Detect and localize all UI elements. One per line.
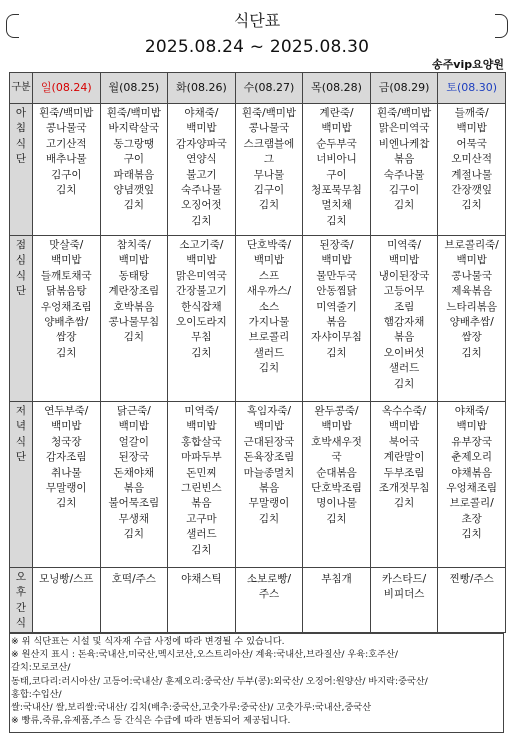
menu-item: 흑임자죽/ bbox=[246, 405, 292, 417]
menu-item: 카스타드/ bbox=[382, 573, 427, 585]
menu-cell bbox=[303, 568, 371, 633]
menu-item: 계란죽/ bbox=[319, 107, 354, 119]
note-line: 홍합:수입산/ bbox=[11, 688, 62, 700]
menu-cell bbox=[303, 402, 371, 568]
menu-cell bbox=[370, 402, 438, 568]
menu-item: 브로콜리죽/ bbox=[444, 239, 499, 251]
menu-item: 동그랑땡 bbox=[113, 137, 155, 150]
menu-item: 옥수수죽/ bbox=[382, 405, 427, 417]
menu-item: 돈육장조림 bbox=[243, 451, 295, 464]
menu-item: 야채죽/ bbox=[184, 107, 219, 119]
menu-item: 무말랭이 bbox=[45, 482, 87, 495]
menu-item: 얼갈이 bbox=[118, 435, 150, 448]
menu-item: 오이도라지 bbox=[176, 316, 227, 329]
meal-row-label bbox=[10, 568, 33, 633]
day-header: 수(08.27) bbox=[235, 73, 303, 104]
menu-cell bbox=[438, 568, 506, 633]
menu-item: 우엉채조림 bbox=[446, 482, 498, 495]
menu-item: 구이 bbox=[123, 153, 144, 166]
menu-item: 쌈장 bbox=[56, 331, 77, 344]
note-line: ※ 빵류,죽류,유제품,주스 등 간식은 수급에 따라 변동되어 제공됩니다. bbox=[11, 715, 291, 727]
menu-item: 김치 bbox=[393, 199, 415, 212]
meal-row-label bbox=[10, 402, 33, 568]
menu-item: 스프 bbox=[258, 269, 280, 282]
corner-label: 구분 bbox=[10, 73, 33, 104]
meal-row-label bbox=[10, 236, 33, 402]
meal-row-label-char: 식 bbox=[15, 269, 27, 282]
menu-cell bbox=[33, 236, 101, 402]
menu-item: 흰죽/백미밥 bbox=[39, 107, 94, 119]
menu-item: 감자조림 bbox=[45, 451, 87, 464]
meal-row bbox=[10, 568, 506, 633]
page-title: 식단표 bbox=[233, 11, 281, 30]
menu-item: 청포묵무침 bbox=[311, 184, 362, 197]
menu-item: 모닝빵/스프 bbox=[39, 573, 94, 585]
menu-item: 백미밥 bbox=[186, 122, 217, 135]
menu-item: 취나물 bbox=[51, 466, 82, 479]
menu-item: 냉이된장국 bbox=[378, 269, 430, 282]
menu-item: 브로콜리/ bbox=[449, 497, 494, 510]
meal-row bbox=[10, 402, 506, 568]
menu-item: 백미밥 bbox=[456, 122, 487, 135]
meal-plan-table bbox=[9, 72, 506, 633]
menu-item: 비피더스 bbox=[383, 588, 425, 601]
menu-cell bbox=[370, 104, 438, 236]
menu-item: 비엔나케찹 bbox=[378, 137, 430, 150]
menu-item: 백미밥 bbox=[51, 254, 82, 267]
menu-item: 볶음 bbox=[393, 153, 415, 166]
menu-item: 배추나물 bbox=[45, 153, 87, 166]
menu-cell bbox=[168, 236, 236, 402]
menu-item: 춘제오리 bbox=[451, 451, 492, 464]
menu-item: 연양식 bbox=[186, 153, 217, 166]
menu-item: 미역죽/ bbox=[184, 405, 219, 417]
menu-item: 자샤이무침 bbox=[311, 331, 362, 344]
menu-item: 볶음 bbox=[393, 331, 415, 344]
menu-item: 콩나물국 bbox=[248, 122, 290, 135]
day-header: 화(08.26) bbox=[168, 73, 236, 104]
menu-cell bbox=[33, 104, 101, 236]
menu-item: 근대된장국 bbox=[243, 435, 295, 448]
menu-item: 너비아니 bbox=[316, 153, 357, 166]
menu-cell bbox=[235, 236, 303, 402]
menu-item: 백미밥 bbox=[118, 420, 150, 433]
meal-row bbox=[10, 236, 506, 402]
menu-item: 단호박조림 bbox=[311, 482, 362, 495]
menu-item: 된장국 bbox=[118, 451, 150, 464]
menu-item: 무생채 bbox=[118, 512, 150, 525]
menu-cell bbox=[235, 568, 303, 633]
menu-item: 간장불고기 bbox=[176, 285, 227, 298]
menu-item: 주스 bbox=[258, 588, 280, 601]
menu-item: 김치 bbox=[393, 377, 415, 390]
menu-item: 동태탕 bbox=[118, 269, 150, 282]
menu-item: 흰죽/백미밥 bbox=[376, 107, 432, 119]
menu-item: 조개젓무침 bbox=[378, 482, 430, 495]
day-header: 토(08.30) bbox=[438, 73, 506, 104]
menu-item: 백미밥 bbox=[456, 254, 487, 267]
meal-row-label-char: 식 bbox=[15, 617, 27, 630]
menu-item: 오미산적 bbox=[451, 153, 492, 166]
menu-cell bbox=[168, 402, 236, 568]
menu-cell bbox=[303, 236, 371, 402]
menu-item: 청국장 bbox=[51, 435, 82, 448]
menu-item: 콩나물무침 bbox=[108, 316, 160, 329]
menu-item: 계절나물 bbox=[451, 168, 492, 181]
meal-row-label-char: 녁 bbox=[15, 420, 27, 433]
menu-item: 불어묵조림 bbox=[108, 497, 160, 510]
menu-item: 김구이 bbox=[253, 184, 285, 197]
menu-item: 부침개 bbox=[321, 573, 352, 585]
menu-item: 김치 bbox=[461, 199, 482, 212]
day-header: 목(08.28) bbox=[303, 73, 371, 104]
menu-item: 야채스틱 bbox=[181, 573, 222, 585]
menu-item: 백미밥 bbox=[51, 420, 82, 433]
menu-item: 가지나물 bbox=[248, 316, 290, 329]
menu-item: 야채죽/ bbox=[454, 405, 489, 417]
menu-item: 김치 bbox=[191, 346, 212, 359]
menu-item: 김구이 bbox=[388, 184, 420, 197]
menu-item: 맑은미역국 bbox=[378, 122, 430, 135]
menu-item: 그린빈스 bbox=[181, 482, 222, 495]
menu-item: 간장깻잎 bbox=[451, 184, 492, 197]
menu-item: 연두부죽/ bbox=[44, 405, 89, 417]
menu-item: 새우까스/ bbox=[246, 285, 292, 298]
menu-item: 김치 bbox=[326, 214, 347, 227]
menu-item: 감자양파국 bbox=[176, 137, 227, 150]
menu-item: 볶음 bbox=[123, 482, 144, 495]
date-range: 2025.08.24 ~ 2025.08.30 bbox=[144, 37, 370, 57]
menu-item: 소보로빵/ bbox=[246, 573, 292, 585]
menu-item: 쌈장 bbox=[461, 331, 482, 344]
menu-item: 무나물 bbox=[253, 168, 285, 181]
menu-item: 닭근죽/ bbox=[116, 405, 151, 417]
menu-item: 김치 bbox=[258, 199, 280, 212]
menu-item: 샐러드 bbox=[186, 528, 217, 541]
note-line: 갈치:모로코산/ bbox=[11, 662, 71, 674]
menu-item: 들깨죽/ bbox=[454, 107, 489, 119]
menu-item: 돈채야채 bbox=[113, 466, 155, 479]
notes-box bbox=[9, 633, 504, 733]
menu-item: 숙주나물 bbox=[383, 168, 425, 181]
menu-item: 고구마 bbox=[186, 512, 217, 525]
menu-item: 양념깻잎 bbox=[113, 184, 155, 197]
menu-item: 제육볶음 bbox=[451, 285, 492, 298]
day-header: 금(08.29) bbox=[370, 73, 438, 104]
menu-item: 백미밥 bbox=[388, 254, 420, 267]
meal-row-label-char: 저 bbox=[15, 405, 27, 417]
menu-item: 국 bbox=[331, 451, 342, 464]
menu-item: 김치 bbox=[56, 184, 77, 197]
menu-cell bbox=[235, 104, 303, 236]
menu-item: 유부장국 bbox=[451, 435, 492, 448]
menu-item: 순두부국 bbox=[316, 137, 357, 150]
menu-item: 김치 bbox=[56, 346, 77, 359]
menu-cell bbox=[100, 236, 168, 402]
menu-item: 김치 bbox=[393, 497, 415, 510]
menu-item: 김치 bbox=[191, 214, 212, 227]
menu-cell bbox=[303, 104, 371, 236]
menu-item: 샐러드 bbox=[253, 346, 285, 359]
menu-item: 무침 bbox=[191, 331, 212, 344]
menu-item: 김치 bbox=[258, 362, 280, 375]
menu-item: 숙주나물 bbox=[181, 184, 222, 197]
menu-item: 김치 bbox=[56, 497, 77, 510]
menu-item: 멸치채 bbox=[321, 199, 352, 212]
menu-cell bbox=[100, 104, 168, 236]
menu-item: 김치 bbox=[191, 543, 212, 556]
menu-item: 볶음 bbox=[326, 316, 347, 329]
menu-item: 백미밥 bbox=[388, 420, 420, 433]
menu-item: 김치 bbox=[123, 331, 144, 344]
menu-item: 단호박죽/ bbox=[246, 239, 292, 251]
meal-row-label-char: 심 bbox=[15, 254, 27, 267]
menu-item: 고등어무 bbox=[383, 285, 425, 298]
menu-item: 안동찜닭 bbox=[316, 285, 357, 298]
menu-item: 계란장조림 bbox=[108, 285, 160, 298]
menu-item: 조림 bbox=[393, 300, 415, 313]
menu-item: 백미밥 bbox=[321, 122, 352, 135]
menu-item: 돈민찌 bbox=[186, 466, 217, 479]
note-line: 쌀:국내산/ 쌀,보리쌀:국내산/ 김치(배추:중국산,고춧가루:중국산)/ 고춧가루:국내산,중국산 bbox=[11, 702, 372, 714]
menu-item: 순대볶음 bbox=[316, 466, 357, 479]
menu-item: 콩나물국 bbox=[45, 122, 87, 135]
menu-item: 호박볶음 bbox=[113, 300, 155, 313]
menu-item: 미역줄기 bbox=[316, 300, 357, 313]
menu-item: 소스 bbox=[258, 300, 280, 313]
menu-item: 마늘종멸치 bbox=[243, 466, 295, 479]
menu-item: 북어국 bbox=[388, 435, 420, 448]
menu-item: 햄감자채 bbox=[383, 316, 425, 329]
menu-item: 무말랭이 bbox=[248, 497, 290, 510]
meal-row bbox=[10, 104, 506, 236]
menu-item: 홍합살국 bbox=[181, 435, 222, 448]
menu-item: 고기산적 bbox=[45, 137, 87, 150]
menu-item: 소고기죽/ bbox=[179, 239, 224, 251]
menu-item: 백미밥 bbox=[253, 254, 285, 267]
menu-item: 두부조림 bbox=[383, 466, 425, 479]
meal-row-label-char: 단 bbox=[15, 285, 27, 298]
menu-item: 백미밥 bbox=[186, 254, 217, 267]
menu-item: 김치 bbox=[326, 346, 347, 359]
menu-item: 백미밥 bbox=[456, 420, 487, 433]
menu-cell bbox=[438, 236, 506, 402]
menu-item: 미역죽/ bbox=[387, 239, 422, 251]
menu-item: 한식잡채 bbox=[181, 300, 222, 313]
menu-item: 흰죽/백미밥 bbox=[106, 107, 161, 119]
meal-row-label-char: 후 bbox=[15, 586, 27, 599]
menu-item: 느타리볶음 bbox=[446, 300, 498, 313]
menu-cell bbox=[33, 568, 101, 633]
meal-row-label-char: 식 bbox=[15, 137, 27, 150]
note-line: ※ 위 식단표는 시설 및 식자재 수급 사정에 따라 변경될 수 있습니다. bbox=[11, 636, 285, 647]
note-line: 동태,코다리:러시아산/ 고등어:국내산/ 훈제오리:중국산/ 두부(콩):외국산/ 오징어:원양산/ 바지락:중국산/ bbox=[11, 675, 428, 687]
meal-row-label-char: 점 bbox=[15, 239, 27, 251]
menu-item: 야채볶음 bbox=[451, 466, 492, 479]
menu-item: 양배추쌈/ bbox=[44, 316, 89, 329]
menu-item: 명이나물 bbox=[316, 497, 357, 510]
menu-item: 김구이 bbox=[51, 168, 82, 181]
menu-item: 오이버섯 bbox=[383, 346, 425, 359]
menu-item: 흰죽/백미밥 bbox=[241, 107, 297, 119]
menu-item: 김치 bbox=[326, 512, 347, 525]
menu-item: 브로콜리 bbox=[248, 331, 290, 344]
meal-row-label-char: 단 bbox=[15, 153, 27, 166]
menu-cell bbox=[438, 402, 506, 568]
menu-item: 닭볶음탕 bbox=[45, 285, 87, 298]
menu-cell bbox=[100, 402, 168, 568]
menu-item: 구이 bbox=[326, 168, 347, 181]
day-header: 월(08.25) bbox=[100, 73, 168, 104]
menu-item: 된장죽/ bbox=[319, 239, 354, 251]
organization-name: 송주vip요양원 bbox=[432, 58, 504, 71]
menu-item: 양배추쌈/ bbox=[449, 316, 494, 329]
menu-item: 호떡/주스 bbox=[111, 573, 156, 585]
meal-row-label-char: 식 bbox=[15, 435, 27, 448]
menu-item: 콩나물국 bbox=[451, 269, 492, 282]
menu-item: 어묵국 bbox=[456, 137, 487, 150]
menu-item: 바지락살국 bbox=[108, 122, 160, 135]
menu-cell bbox=[168, 568, 236, 633]
meal-row-label bbox=[10, 104, 33, 236]
menu-item: 파래볶음 bbox=[113, 168, 155, 181]
meal-row-label-char: 침 bbox=[15, 122, 27, 135]
menu-cell bbox=[235, 402, 303, 568]
menu-item: 백미밥 bbox=[186, 420, 217, 433]
menu-item: 호박새우젓 bbox=[311, 435, 362, 448]
menu-item: 백미밥 bbox=[321, 420, 352, 433]
menu-cell bbox=[438, 104, 506, 236]
menu-item: 그 bbox=[263, 153, 275, 166]
meal-row-label-char: 아 bbox=[15, 107, 27, 119]
menu-cell bbox=[168, 104, 236, 236]
menu-item: 참치죽/ bbox=[116, 239, 151, 251]
menu-item: 김치 bbox=[123, 199, 144, 212]
menu-item: 맑은미역국 bbox=[176, 269, 227, 282]
menu-cell bbox=[370, 568, 438, 633]
meal-row-label-char: 단 bbox=[15, 451, 27, 464]
meal-row-label-char: 오 bbox=[15, 571, 27, 583]
menu-item: 백미밥 bbox=[118, 254, 150, 267]
menu-item: 김치 bbox=[258, 512, 280, 525]
menu-item: 들깨토채국 bbox=[40, 269, 92, 282]
meal-row-label-char: 간 bbox=[15, 601, 27, 614]
day-header: 일(08.24) bbox=[33, 73, 101, 104]
menu-item: 맛살죽/ bbox=[49, 239, 84, 251]
table-header-row bbox=[10, 73, 506, 104]
note-line: ※ 원산지 표시 : 돈육:국내산,미국산,멕시코산,오스트리아산/ 계육:국내산,브라질산/ 우육:호주산/ bbox=[11, 649, 398, 661]
menu-item: 우엉채조림 bbox=[40, 300, 92, 313]
menu-item: 김치 bbox=[123, 528, 144, 541]
menu-item: 김치 bbox=[461, 346, 482, 359]
menu-item: 물만두국 bbox=[316, 269, 357, 282]
menu-item: 샐러드 bbox=[388, 362, 420, 375]
menu-item: 초장 bbox=[461, 512, 482, 525]
menu-item: 볶음 bbox=[258, 482, 280, 495]
menu-item: 오징어젓 bbox=[181, 199, 222, 212]
menu-item: 백미밥 bbox=[321, 254, 352, 267]
menu-item: 찐빵/주스 bbox=[449, 573, 494, 585]
menu-item: 불고기 bbox=[186, 168, 217, 181]
menu-cell bbox=[100, 568, 168, 633]
menu-cell bbox=[370, 236, 438, 402]
menu-item: 김치 bbox=[461, 528, 482, 541]
menu-item: 완두콩죽/ bbox=[314, 405, 359, 417]
menu-item: 백미밥 bbox=[253, 420, 285, 433]
menu-item: 계란말이 bbox=[383, 451, 425, 464]
menu-item: 마파두부 bbox=[181, 451, 222, 464]
menu-item: 스크램블에 bbox=[243, 137, 295, 150]
menu-item: 볶음 bbox=[191, 497, 212, 510]
menu-cell bbox=[33, 402, 101, 568]
